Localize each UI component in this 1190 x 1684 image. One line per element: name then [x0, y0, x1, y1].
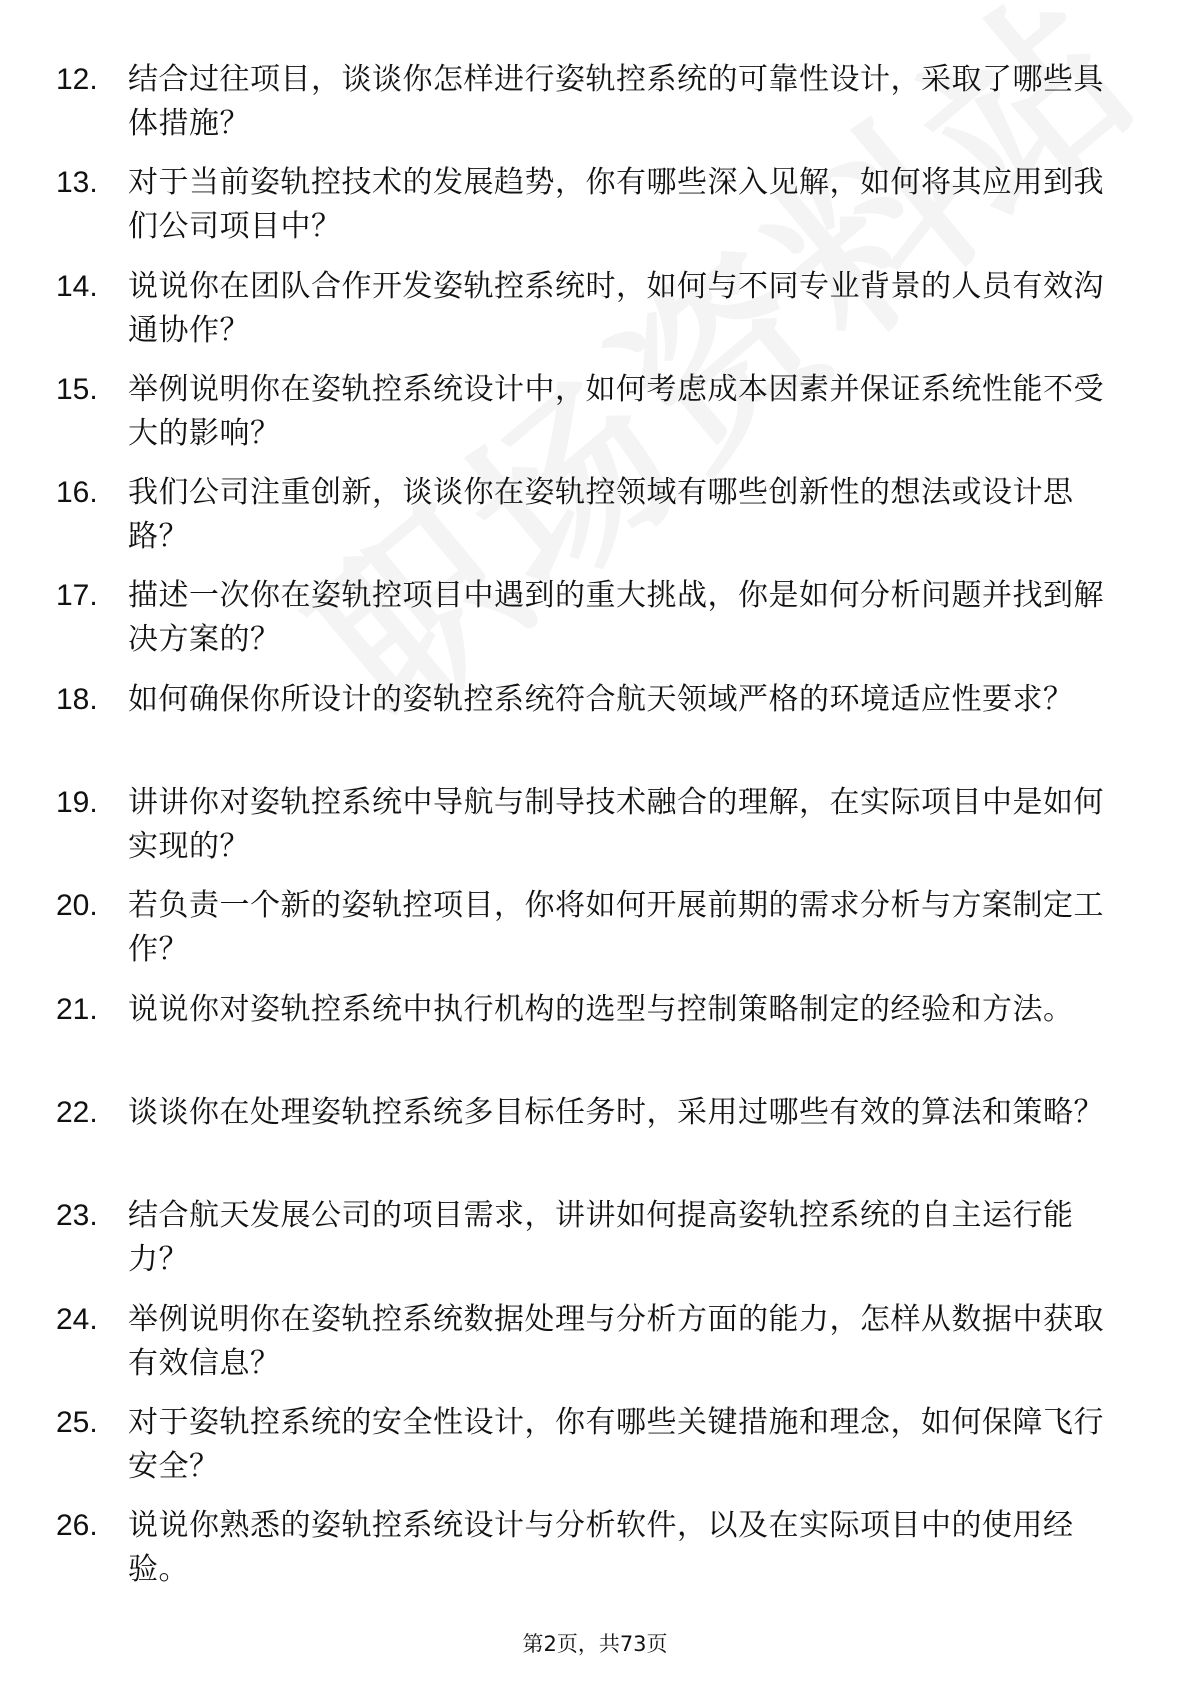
list-item [56, 1194, 1116, 1297]
list-item [56, 1091, 1116, 1194]
question-text: 如何确保你所设计的姿轨控系统符合航天领域严格的环境适应性要求？ [128, 681, 1074, 717]
question-number: 18. [56, 682, 98, 716]
question-text: 我们公司注重创新，谈谈你在姿轨控领域有哪些创新性的想法或设计思路？ [128, 475, 1074, 555]
question-number: 17. [56, 579, 98, 613]
question-text: 结合过往项目，谈谈你怎样进行姿轨控系统的可靠性设计，采取了哪些具体措施？ [128, 62, 1104, 141]
question-number: 25. [56, 1405, 98, 1439]
list-item [56, 58, 1116, 161]
question-text: 举例说明你在姿轨控系统设计中，如何考虑成本因素并保证系统性能不受大的影响？ [128, 371, 1104, 451]
question-number: 23. [56, 1199, 98, 1233]
question-text: 讲讲你对姿轨控系统中导航与制导技术融合的理解，在实际项目中是如何实现的？ [128, 785, 1104, 865]
question-text: 对于姿轨控系统的安全性设计，你有哪些关键措施和理念，如何保障飞行安全？ [128, 1404, 1104, 1484]
question-text: 说说你在团队合作开发姿轨控系统时，如何与不同专业背景的人员有效沟通协作？ [128, 268, 1104, 348]
question-text: 描述一次你在姿轨控项目中遇到的重大挑战，你是如何分析问题并找到解决方案的？ [128, 578, 1104, 658]
page-number-label: 第2页，共73页 [522, 1632, 668, 1656]
list-item [56, 988, 1116, 1091]
question-text: 说说你对姿轨控系统中执行机构的选型与控制策略制定的经验和方法。 [128, 991, 1074, 1027]
question-text: 举例说明你在姿轨控系统数据处理与分析方面的能力，怎样从数据中获取有效信息？ [128, 1301, 1104, 1381]
question-number: 24. [56, 1302, 98, 1336]
question-number: 22. [56, 1095, 98, 1129]
question-number: 16. [56, 476, 98, 510]
question-number: 26. [56, 1509, 98, 1543]
list-item [56, 368, 1116, 471]
list-item [56, 781, 1116, 884]
list-item [56, 574, 1116, 677]
question-list [56, 58, 1116, 1607]
question-number: 21. [56, 992, 98, 1026]
question-text: 说说你熟悉的姿轨控系统设计与分析软件，以及在实际项目中的使用经验。 [128, 1508, 1074, 1588]
list-item [56, 1401, 1116, 1504]
list-item [56, 1504, 1116, 1607]
list-item [56, 884, 1116, 987]
question-text: 结合航天发展公司的项目需求，讲讲如何提高姿轨控系统的自主运行能力？ [128, 1198, 1074, 1278]
list-item [56, 161, 1116, 264]
list-item [56, 1298, 1116, 1401]
question-text: 若负责一个新的姿轨控项目，你将如何开展前期的需求分析与方案制定工作？ [128, 888, 1104, 968]
question-number: 15. [56, 372, 98, 406]
question-number: 19. [56, 786, 98, 820]
list-item [56, 678, 1116, 781]
question-text: 谈谈你在处理姿轨控系统多目标任务时，采用过哪些有效的算法和策略？ [128, 1094, 1104, 1130]
question-number: 12. [56, 63, 98, 96]
question-number: 20. [56, 889, 98, 923]
list-item [56, 265, 1116, 368]
page-footer [0, 1628, 1190, 1658]
list-item [56, 471, 1116, 574]
question-number: 14. [56, 269, 98, 303]
question-number: 13. [56, 166, 98, 200]
question-text: 对于当前姿轨控技术的发展趋势，你有哪些深入见解，如何将其应用到我们公司项目中？ [128, 165, 1104, 245]
